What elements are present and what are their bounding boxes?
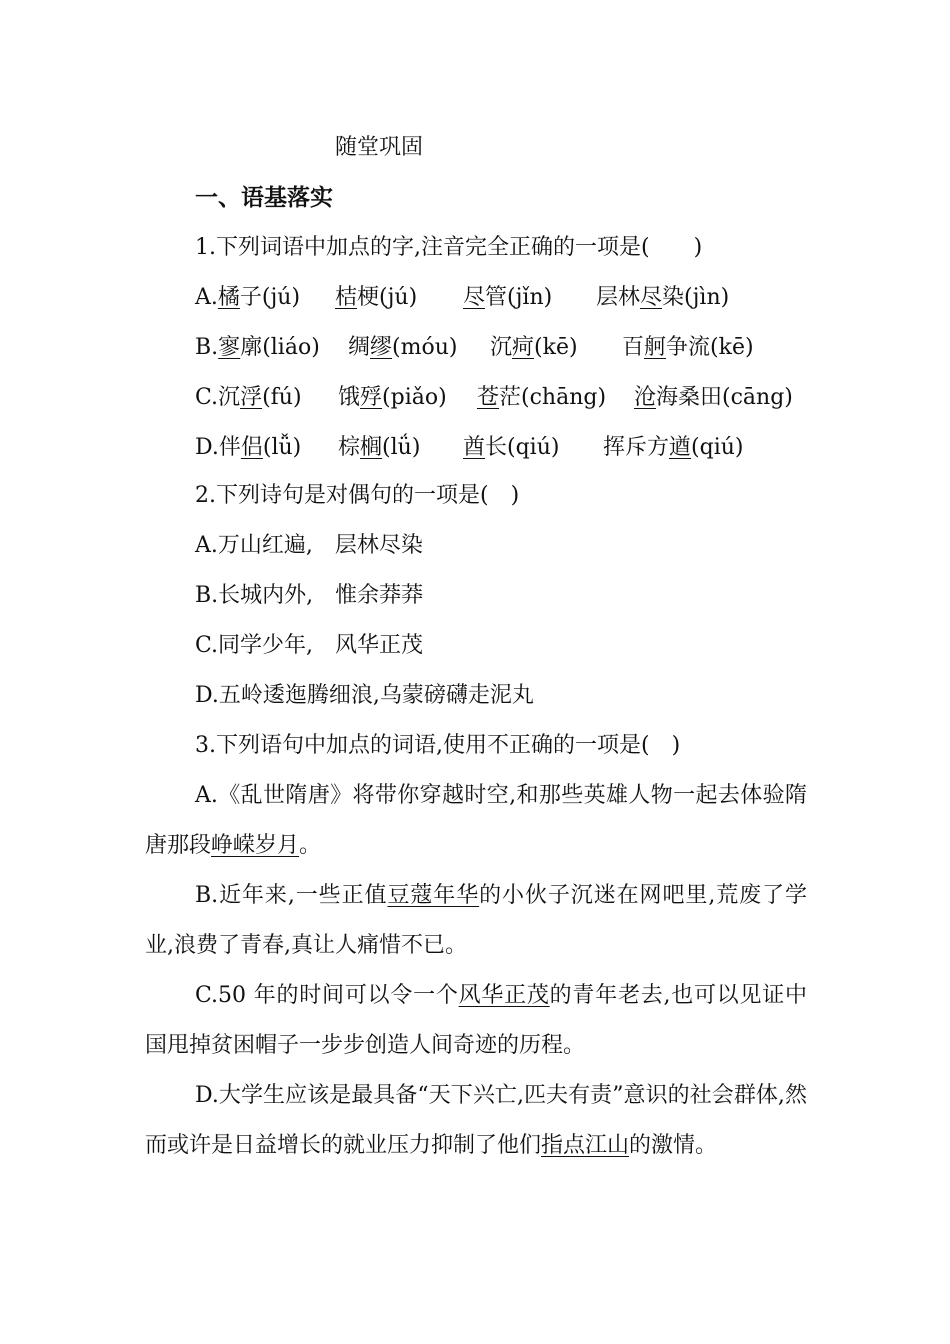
- dotted-character: 酋: [463, 435, 486, 460]
- underlined-phrase: 豆蔻年华: [387, 883, 480, 908]
- question-2-option-c: C.同学少年, 风华正茂: [195, 633, 424, 658]
- dotted-character: 桔: [335, 285, 358, 310]
- question-1-option-b-word-4: [622, 333, 754, 363]
- option-text: D.大学生应该是最具备“天下兴亡,匹夫有责”意识的社会群体,然而或许是日益增长的就业压力抑制了他们: [145, 1083, 807, 1158]
- question-1-option-c-word-3: [477, 383, 606, 413]
- question-1-option-d-word-4: [603, 433, 744, 463]
- question-1-stem: 1.下列词语中加点的字,注音完全正确的一项是( ): [195, 235, 703, 260]
- question-3-stem: 3.下列语句中加点的词语,使用不正确的一项是( ): [195, 733, 681, 758]
- question-1-option-a-word-3: [463, 283, 552, 313]
- question-1-option-b-word-1: [195, 333, 320, 363]
- question-2-option-b: B.长城内外, 惟余莽莽: [195, 583, 424, 608]
- word-rest-with-pinyin: 子(jú): [239, 285, 301, 310]
- underlined-phrase: 风华正茂: [458, 983, 550, 1008]
- option-text: B.近年来,一些正值: [195, 883, 388, 908]
- dotted-character: 殍: [360, 385, 383, 410]
- question-1-option-a-word-2: [335, 283, 417, 313]
- dotted-character: 尽: [640, 285, 663, 310]
- word-rest-with-pinyin: (fú): [262, 385, 302, 410]
- option-text-end: 的激情。: [629, 1133, 718, 1158]
- word-rest-with-pinyin: 长(qiú): [485, 435, 560, 460]
- underlined-phrase: 峥嵘岁月: [211, 833, 300, 858]
- dotted-character: 沧: [634, 385, 657, 410]
- word-rest-with-pinyin: 管(jǐn): [485, 285, 553, 310]
- word-rest-with-pinyin: 争流(kē): [666, 335, 754, 360]
- dotted-character: 尽: [463, 285, 486, 310]
- dotted-character: 榈: [360, 435, 383, 460]
- word-rest-with-pinyin: 海桑田(cāng): [656, 385, 793, 410]
- word-rest-with-pinyin: (qiú): [691, 435, 744, 460]
- word-rest-with-pinyin: (móu): [392, 335, 458, 360]
- dotted-character: 舸: [644, 335, 667, 360]
- option-text-end: 的小伙子沉迷在网吧里,荒废了学业,浪费了青春,真让人痛惜不已。: [145, 883, 807, 958]
- question-2-option-d: D.五岭逶迤腾细浪,乌蒙磅礴走泥丸: [195, 683, 534, 708]
- page-title: 随堂巩固: [335, 135, 424, 160]
- question-1-option-a-word-4: [596, 283, 729, 313]
- question-1-option-c-word-4: [634, 383, 793, 413]
- word-prefix: 绸: [348, 335, 371, 360]
- word-prefix: 伴: [218, 435, 241, 460]
- word-rest-with-pinyin: (lǘ): [382, 435, 421, 460]
- option-label: B.: [195, 335, 219, 360]
- word-prefix: 百: [622, 335, 645, 360]
- question-1-option-a-word-1: [195, 283, 300, 313]
- question-3-option-c: [145, 971, 807, 1071]
- dotted-character: 疴: [512, 335, 535, 360]
- question-2-stem: 2.下列诗句是对偶句的一项是( ): [195, 483, 520, 508]
- question-1-option-d-word-3: [463, 433, 559, 463]
- word-rest-with-pinyin: (lǚ): [262, 435, 302, 460]
- question-3-option-b: [145, 871, 807, 971]
- dotted-character: 缪: [370, 335, 393, 360]
- section-heading: 一、语基落实: [195, 184, 333, 211]
- option-text: A.《乱世隋唐》将带你穿越时空,和那些英雄人物一起去体验隋唐那段: [145, 783, 807, 858]
- question-3-option-d: [145, 1071, 807, 1171]
- word-prefix: 饿: [338, 385, 361, 410]
- question-2-option-a: A.万山红遍, 层林尽染: [195, 533, 423, 558]
- word-rest-with-pinyin: 廓(liáo): [240, 335, 320, 360]
- word-prefix: 挥斥方: [603, 435, 670, 460]
- question-1-option-d-word-2: [338, 433, 420, 463]
- question-1-option-c-word-2: [338, 383, 447, 413]
- word-rest-with-pinyin: 梗(jú): [357, 285, 418, 310]
- word-rest-with-pinyin: 染(jìn): [662, 285, 730, 310]
- question-1-option-b-word-2: [348, 333, 457, 363]
- question-1-option-c-word-1: [195, 383, 302, 413]
- dotted-character: 侣: [240, 435, 263, 460]
- word-rest-with-pinyin: (kē): [534, 335, 578, 360]
- question-1-option-d-word-1: [195, 433, 301, 463]
- option-text: C.50 年的时间可以令一个: [195, 983, 459, 1008]
- word-rest-with-pinyin: (piǎo): [382, 385, 447, 410]
- dotted-character: 苍: [477, 385, 500, 410]
- option-text-end: 。: [299, 833, 322, 858]
- word-prefix: 沉: [218, 385, 241, 410]
- option-label: A.: [195, 285, 218, 310]
- word-prefix: 层林: [596, 285, 641, 310]
- option-label: D.: [195, 435, 219, 460]
- option-label: C.: [195, 385, 219, 410]
- dotted-character: 寥: [218, 335, 241, 360]
- question-1-option-b-word-3: [490, 333, 578, 363]
- dotted-character: 橘: [217, 285, 240, 310]
- question-3-option-a: [145, 771, 807, 871]
- option-text-end: 的青年老去,也可以见证中国甩掉贫困帽子一步步创造人间奇迹的历程。: [145, 983, 808, 1058]
- dotted-character: 浮: [240, 385, 263, 410]
- word-prefix: 棕: [338, 435, 361, 460]
- dotted-character: 遒: [669, 435, 692, 460]
- word-prefix: 沉: [490, 335, 513, 360]
- underlined-phrase: 指点江山: [541, 1133, 630, 1158]
- word-rest-with-pinyin: 茫(chāng): [499, 385, 607, 410]
